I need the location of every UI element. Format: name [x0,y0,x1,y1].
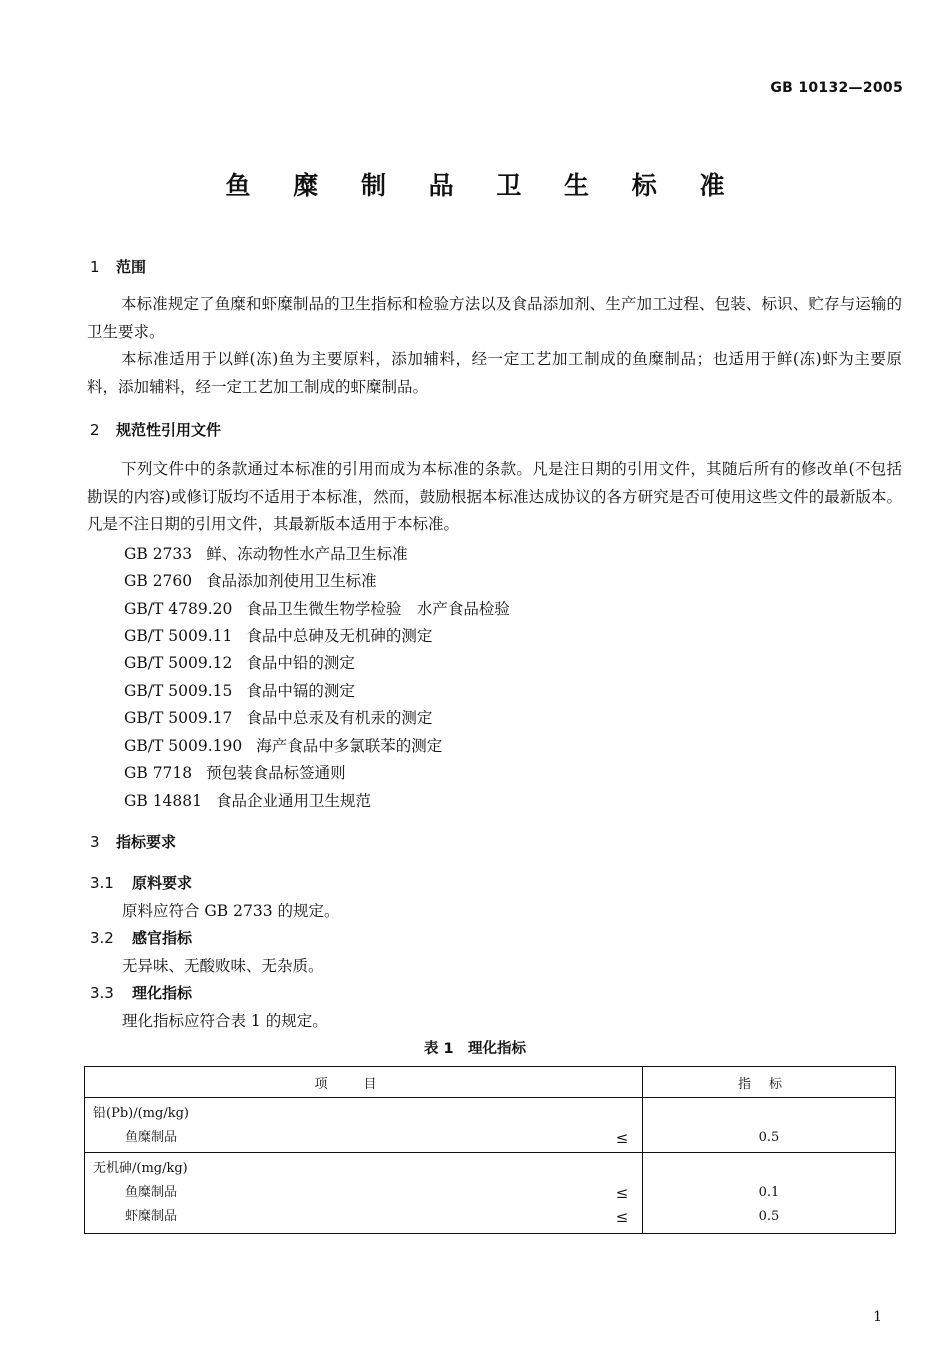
item-cell [85,1153,643,1234]
indicator-value: 0.1 [758,1185,780,1200]
reference-title: 食品添加剂使用卫生标准 [206,572,377,590]
less-equal-sign: ≤ [615,1208,629,1226]
reference-title: 食品卫生微生物学检验 水产食品检验 [246,600,510,618]
page-number: 1 [873,1309,882,1325]
section-title: 指标要求 [116,833,177,851]
reference-title: 食品中铅的测定 [246,654,355,672]
value-cell [643,1153,896,1234]
subsection-3-1-text: 原料应符合 GB 2733 的规定。 [122,902,340,920]
reference-title: 食品中总砷及无机砷的测定 [246,627,433,645]
group-name: 无机砷/(mg/kg) [93,1161,188,1176]
reference-code: GB 2760 [124,572,193,590]
item-line [85,1205,642,1229]
reference-code: GB 2733 [124,545,193,563]
reference-code: GB/T 4789.20 [124,600,233,618]
table-header-row [85,1067,896,1098]
reference-code: GB/T 5009.190 [124,737,243,755]
item-label: 鱼糜制品 [125,1185,178,1200]
subsection-3-2-text: 无异味、无酸败味、无杂质。 [122,957,324,975]
reference-title: 海产食品中多氯联苯的测定 [256,737,443,755]
reference-code: GB/T 5009.12 [124,654,233,672]
document-title: 鱼 糜 制 品 卫 生 标 准 [225,171,742,200]
reference-item [124,542,408,564]
reference-code: GB/T 5009.15 [124,682,233,700]
column-header-value: 指标 [643,1067,896,1098]
reference-code: GB/T 5009.11 [124,627,233,645]
item-line [85,1181,642,1205]
indicator-value: 0.5 [758,1209,780,1224]
section-2-heading [90,419,221,440]
reference-code: GB 7718 [124,764,193,782]
section-number: 2 [90,421,100,439]
standard-code: GB 10132—2005 [770,80,903,96]
group-name: 铅(Pb)/(mg/kg) [93,1106,189,1121]
item-label: 虾糜制品 [125,1209,178,1224]
section-title: 范围 [116,258,147,276]
reference-title: 食品企业通用卫生规范 [216,792,372,810]
reference-item [124,789,371,811]
reference-code: GB/T 5009.17 [124,709,233,727]
less-equal-sign: ≤ [615,1184,629,1202]
reference-item [124,597,510,619]
subsection-3-1-heading [90,872,192,893]
reference-item [124,734,442,756]
subsection-number: 3.2 [90,929,114,947]
reference-item [124,706,432,728]
section-1-paragraph-2: 本标准适用于以鲜(冻)鱼为主要原料，添加辅料，经一定工艺加工制成的鱼糜制品；也适用于鲜(冻)虾为主要原料，添加辅料，经一定工艺加工制成的虾糜制品。 [87,350,902,396]
value-cell [643,1098,896,1153]
section-1-paragraph-1: 本标准规定了鱼糜和虾糜制品的卫生指标和检验方法以及食品添加剂、生产加工过程、包装、标识、贮存与运输的卫生要求。 [87,295,902,341]
table-caption: 表 1 理化指标 [423,1041,527,1057]
section-number: 3 [90,833,100,851]
section-2-paragraph-1: 下列文件中的条款通过本标准的引用而成为本标准的条款。凡是注日期的引用文件，其随后所有的修改单(不包括勘误的内容)或修订版均不适用于本标准，然而，鼓励根据本标准达成协议的各方研究是否可使用这些文件的最新版本。凡是不注日期的引用文件，其最新版本适用于本标准。 [87,460,902,533]
subsection-title: 感官指标 [132,929,193,947]
reference-item [124,679,355,701]
subsection-title: 理化指标 [132,984,193,1002]
subsection-3-3-text: 理化指标应符合表 1 的规定。 [122,1012,328,1030]
table-row [85,1098,896,1153]
reference-item [124,624,432,646]
table-row [85,1153,896,1234]
subsection-number: 3.3 [90,984,114,1002]
indicator-value: 0.5 [758,1130,780,1145]
subsection-title: 原料要求 [132,874,193,892]
section-1-heading [90,256,146,277]
reference-item [124,651,355,673]
indicator-table [84,1066,896,1234]
section-title: 规范性引用文件 [116,421,222,439]
reference-title: 预包装食品标签通则 [206,764,346,782]
subsection-3-3-heading [90,982,192,1003]
reference-title: 鲜、冻动物性水产品卫生标准 [206,545,408,563]
item-cell [85,1098,643,1153]
reference-title: 食品中总汞及有机汞的测定 [246,709,433,727]
reference-title: 食品中镉的测定 [246,682,355,700]
reference-code: GB 14881 [124,792,203,810]
item-line [85,1126,642,1150]
subsection-number: 3.1 [90,874,114,892]
subsection-3-2-heading [90,927,192,948]
less-equal-sign: ≤ [615,1129,629,1147]
column-header-item: 项目 [85,1067,643,1098]
section-3-heading [90,831,176,852]
reference-item [124,761,346,783]
section-number: 1 [90,258,100,276]
item-label: 鱼糜制品 [125,1130,178,1145]
reference-item [124,569,377,591]
